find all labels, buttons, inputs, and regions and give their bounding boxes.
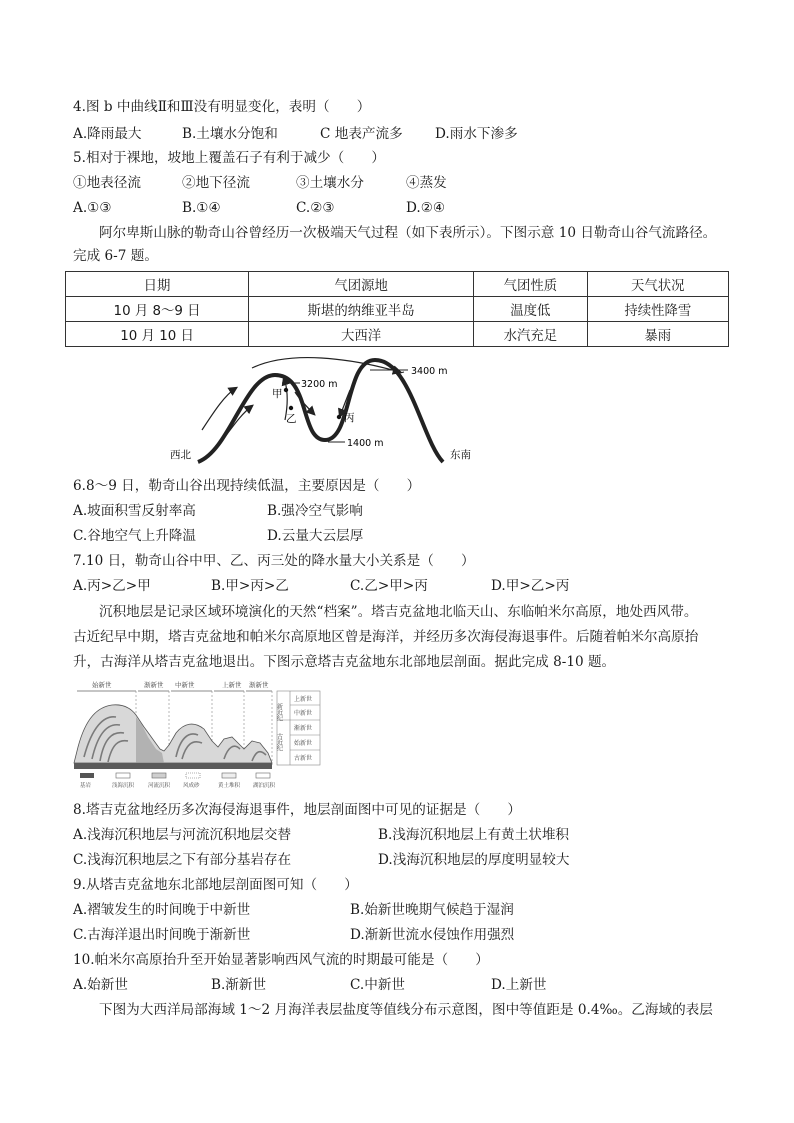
legend-epoch: 渐新世 <box>294 725 313 732</box>
point-yi <box>289 406 293 410</box>
era-label-old: 古近纪 <box>275 733 283 751</box>
table-header: 气团源地 <box>249 272 474 297</box>
epoch-label: 上新世 <box>222 681 242 689</box>
q5-option-a: A.①③ <box>73 200 112 216</box>
q10-option-b: B.渐新世 <box>211 977 267 993</box>
legend-bottom-label: 湖泊沉积 <box>253 783 276 789</box>
table-cell: 水汽充足 <box>474 322 588 347</box>
epoch-label: 渐新世 <box>144 681 164 689</box>
q8-stem: 8.塔吉克盆地经历多次海侵海退事件，地层剖面图中可见的证据是（ ） <box>73 802 521 818</box>
q4-option-c: C 地表产流多 <box>320 126 403 142</box>
q4-option-a: A.降雨最大 <box>73 126 142 142</box>
legend-bottom-label: 风成砂 <box>183 783 200 789</box>
legend-swatch-river <box>152 773 166 778</box>
q6-option-d: D.云量大云层厚 <box>267 528 364 544</box>
label-bing: 丙 <box>344 412 355 424</box>
q10-option-c: C.中新世 <box>350 977 406 993</box>
q9-option-d: D.渐新世流水侵蚀作用强烈 <box>350 927 515 943</box>
q9-option-b: B.始新世晚期气候趋于湿润 <box>350 902 514 918</box>
table-cell: 10 月 10 日 <box>66 322 249 347</box>
q9-stem: 9.从塔吉克盆地东北部地层剖面图可知（ ） <box>73 877 358 893</box>
legend-swatch-aeolian <box>186 773 200 778</box>
q4-option-b: B.土壤水分饱和 <box>182 126 278 142</box>
label-yi: 乙 <box>286 413 297 425</box>
label-southeast: 东南 <box>450 449 471 461</box>
valley-airflow-diagram <box>160 350 490 472</box>
table-header: 日期 <box>66 272 249 297</box>
epoch-label: 渐新世 <box>249 681 269 689</box>
table-cell: 温度低 <box>474 297 588 322</box>
legend-epoch: 中新世 <box>294 710 313 717</box>
q5-option-c: C.②③ <box>296 200 335 216</box>
table-header-row <box>66 272 729 297</box>
q7-option-b: B.甲>丙>乙 <box>211 578 289 594</box>
intro67-line2: 完成 6-7 题。 <box>73 248 158 264</box>
q5-stem: 5.相对于裸地，坡地上覆盖石子有利于减少（ ） <box>73 150 386 166</box>
q5-item-3: ③土壤水分 <box>296 175 364 191</box>
legend-bottom-label: 河流沉积 <box>148 783 171 789</box>
q7-stem: 7.10 日，勒奇山谷中甲、乙、丙三处的降水量大小关系是（ ） <box>73 553 475 569</box>
intro67-line1: 阿尔卑斯山脉的勒奇山谷曾经历一次极端天气过程（如下表所示）。下图示意 10 日勒奇山谷气流路径。 <box>99 225 717 241</box>
q10-stem: 10.帕米尔高原抬升至开始显著影响西风气流的时期最可能是（ ） <box>73 952 489 968</box>
intro810-line2: 古近纪早中期，塔吉克盆地和帕米尔高原地区曾是海洋，并经历多次海侵海退事件。后随着帕米尔高原抬 <box>73 629 699 645</box>
table-row <box>66 322 729 347</box>
q6-option-c: C.谷地空气上升降温 <box>73 528 196 544</box>
legend-swatch-shallow-sea <box>116 773 130 778</box>
q8-option-d: D.浅海沉积地层的厚度明显较大 <box>378 852 570 868</box>
q8-option-b: B.浅海沉积地层上有黄土状堆积 <box>378 827 570 843</box>
q5-item-4: ④蒸发 <box>406 175 447 191</box>
legend-bottom-label: 基岩 <box>80 783 92 789</box>
q7-option-c: C.乙>甲>丙 <box>350 578 428 594</box>
q5-item-1: ①地表径流 <box>73 175 141 191</box>
q10-option-a: A.始新世 <box>73 977 128 993</box>
terrain-profile <box>198 360 443 462</box>
legend-swatch-bedrock <box>80 773 94 778</box>
label-jia: 甲 <box>272 388 283 400</box>
intro-last: 下图为大西洋局部海域 1～2 月海洋表层盐度等值线分布示意图，图中等值距是 0.4‰。乙海域的表层 <box>99 1002 713 1018</box>
table-header: 天气状况 <box>587 272 728 297</box>
legend-epoch: 古新世 <box>294 755 313 762</box>
q7-option-d: D.甲>乙>丙 <box>491 578 570 594</box>
point-bing <box>337 415 341 419</box>
q7-option-a: A.丙>乙>甲 <box>73 578 151 594</box>
intro810-line3: 升，古海洋从塔吉克盆地退出。下图示意塔吉克盆地东北部地层剖面。据此完成 8-10 题。 <box>73 654 616 670</box>
point-jia <box>284 388 288 392</box>
table-cell: 持续性降雪 <box>587 297 728 322</box>
table-row <box>66 297 729 322</box>
epoch-label: 中新世 <box>175 681 195 689</box>
label-3400: 3400 m <box>411 366 448 377</box>
strata-profile-diagram <box>72 677 322 790</box>
legend-swatch-lake <box>256 773 270 778</box>
q9-option-c: C.古海洋退出时间晚于渐新世 <box>73 927 251 943</box>
label-3200: 3200 m <box>301 379 338 390</box>
legend-swatch-loess <box>222 773 236 778</box>
intro810-line1: 沉积地层是记录区域环境演化的天然“档案”。塔吉克盆地北临天山、东临帕米尔高原，地处西风带。 <box>99 604 698 620</box>
base-bedrock <box>74 763 272 769</box>
q10-option-d: D.上新世 <box>491 977 547 993</box>
q5-option-d: D.②④ <box>406 200 446 216</box>
table-header: 气团性质 <box>474 272 588 297</box>
legend-bottom-label: 浅海沉积 <box>112 783 135 789</box>
q5-item-2: ②地下径流 <box>182 175 250 191</box>
era-label-new: 新近纪 <box>275 703 283 721</box>
label-northwest: 西北 <box>170 449 191 461</box>
q6-option-b: B.强冷空气影响 <box>267 503 363 519</box>
table-cell: 大西洋 <box>249 322 474 347</box>
legend-epoch: 上新世 <box>294 696 313 703</box>
table-cell: 斯堪的纳维亚半岛 <box>249 297 474 322</box>
q9-option-a: A.褶皱发生的时间晚于中新世 <box>73 902 251 918</box>
q4-stem: 4.图 b 中曲线Ⅱ和Ⅲ没有明显变化，表明（ ） <box>73 99 371 115</box>
legend-epoch: 始新世 <box>294 740 313 747</box>
epoch-label: 始新世 <box>92 681 112 689</box>
weather-table <box>65 271 729 347</box>
legend-bottom-label: 黄土堆积 <box>218 783 241 789</box>
q4-option-d: D.雨水下渗多 <box>435 126 518 142</box>
airflow-upper-2 <box>400 372 404 373</box>
q8-option-c: C.浅海沉积地层之下有部分基岩存在 <box>73 852 292 868</box>
airflow-windward-2 <box>218 406 252 446</box>
q6-stem: 6.8～9 日，勒奇山谷出现持续低温，主要原因是（ ） <box>73 478 421 494</box>
table-cell: 暴雨 <box>587 322 728 347</box>
label-1400: 1400 m <box>347 438 384 449</box>
q6-option-a: A.坡面积雪反射率高 <box>73 503 196 519</box>
table-cell: 10 月 8～9 日 <box>66 297 249 322</box>
q5-option-b: B.①④ <box>182 200 221 216</box>
q8-option-a: A.浅海沉积地层与河流沉积地层交替 <box>73 827 292 843</box>
